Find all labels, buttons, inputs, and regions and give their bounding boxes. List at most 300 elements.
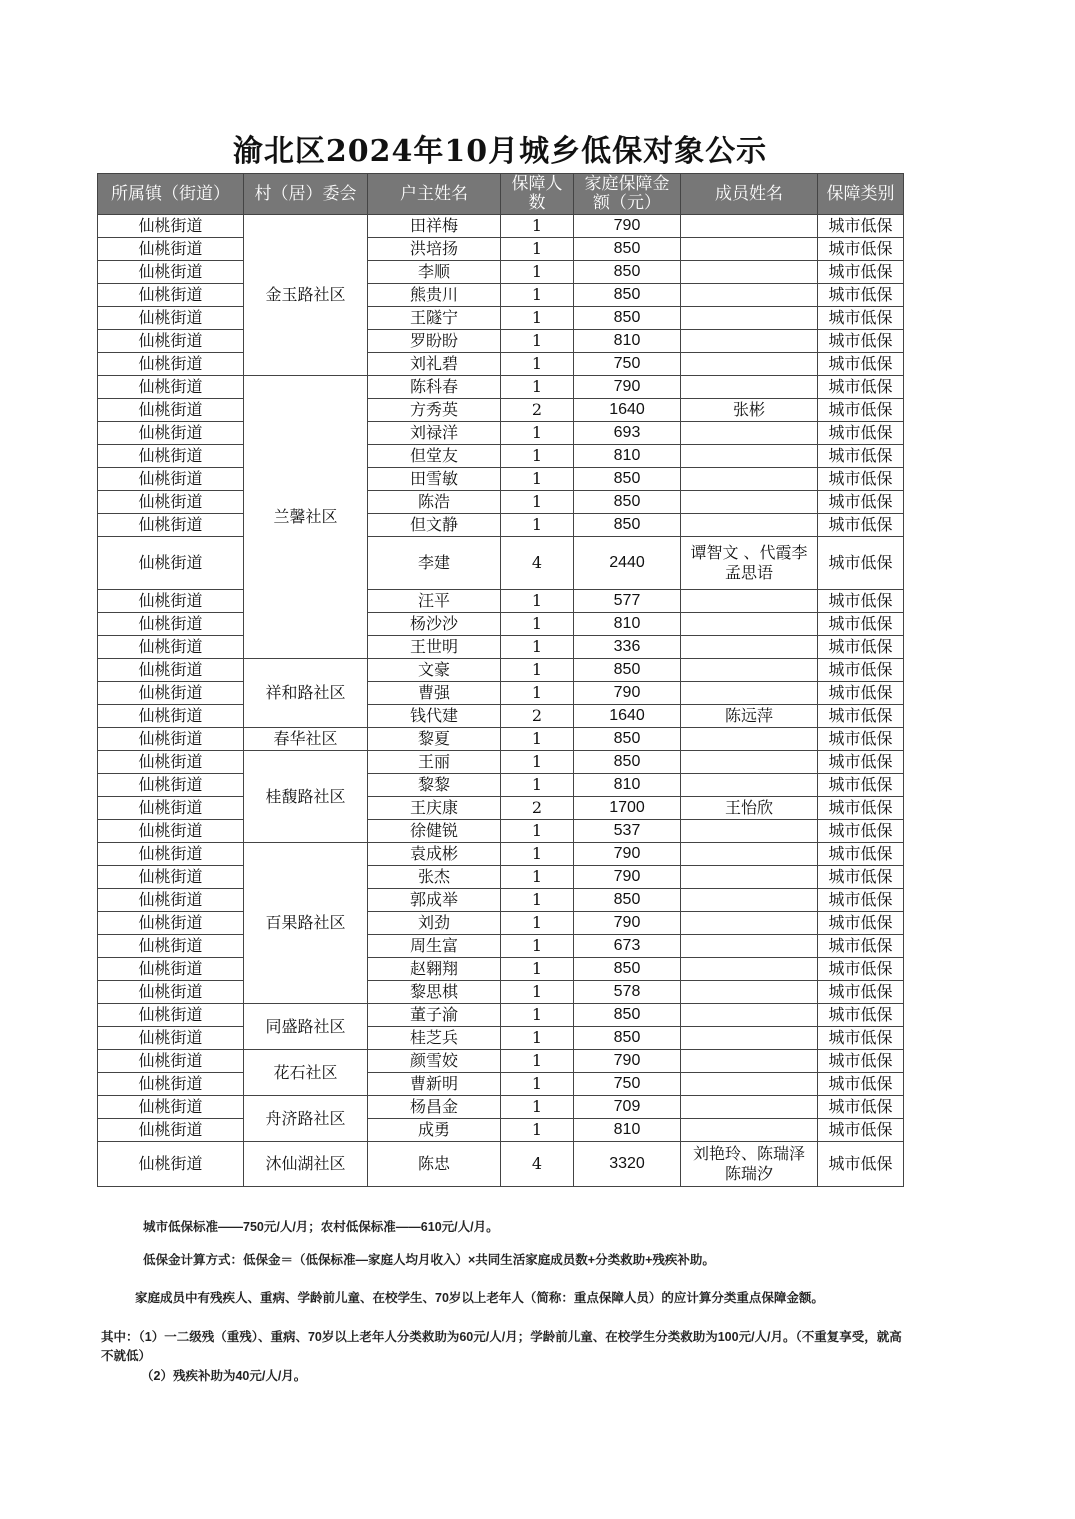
cell-household-amount: 850	[574, 1027, 681, 1050]
table-row	[98, 537, 904, 590]
cell-town: 仙桃街道	[98, 514, 244, 537]
cell-covered-count: 1	[501, 1096, 574, 1119]
cell-town: 仙桃街道	[98, 981, 244, 1004]
cell-member-names	[681, 514, 818, 537]
cell-town: 仙桃街道	[98, 468, 244, 491]
header-assistance-type: 保障类别	[818, 174, 904, 215]
cell-household-amount: 790	[574, 912, 681, 935]
cell-community: 沐仙湖社区	[244, 1142, 368, 1187]
cell-household-head: 董子渝	[368, 1004, 501, 1027]
cell-covered-count: 4	[501, 537, 574, 590]
cell-household-head: 汪平	[368, 590, 501, 613]
cell-assistance-type: 城市低保	[818, 468, 904, 491]
cell-member-names	[681, 866, 818, 889]
cell-covered-count: 1	[501, 445, 574, 468]
cell-household-amount: 810	[574, 613, 681, 636]
cell-household-head: 王丽	[368, 751, 501, 774]
table-row	[98, 1027, 904, 1050]
table-row	[98, 682, 904, 705]
cell-household-head: 陈科春	[368, 376, 501, 399]
table-row	[98, 445, 904, 468]
table-header-row	[98, 174, 904, 215]
cell-town: 仙桃街道	[98, 1004, 244, 1027]
cell-member-names	[681, 636, 818, 659]
cell-member-names	[681, 353, 818, 376]
cell-member-names	[681, 935, 818, 958]
cell-member-names	[681, 1119, 818, 1142]
cell-assistance-type: 城市低保	[818, 820, 904, 843]
cell-covered-count: 1	[501, 751, 574, 774]
cell-household-head: 张杰	[368, 866, 501, 889]
cell-community: 桂馥路社区	[244, 751, 368, 843]
cell-household-amount: 810	[574, 330, 681, 353]
table-row	[98, 659, 904, 682]
table-row	[98, 590, 904, 613]
cell-town: 仙桃街道	[98, 613, 244, 636]
cell-town: 仙桃街道	[98, 1027, 244, 1050]
cell-assistance-type: 城市低保	[818, 705, 904, 728]
cell-town: 仙桃街道	[98, 261, 244, 284]
header-town: 所属镇（街道）	[98, 174, 244, 215]
table-row	[98, 1119, 904, 1142]
header-covered-count	[501, 174, 574, 215]
cell-town: 仙桃街道	[98, 376, 244, 399]
table-row	[98, 307, 904, 330]
cell-covered-count: 1	[501, 330, 574, 353]
cell-assistance-type: 城市低保	[818, 445, 904, 468]
cell-assistance-type: 城市低保	[818, 261, 904, 284]
header-household-amount	[574, 174, 681, 215]
cell-household-head: 杨昌金	[368, 1096, 501, 1119]
cell-town: 仙桃街道	[98, 866, 244, 889]
cell-assistance-type: 城市低保	[818, 307, 904, 330]
cell-covered-count: 1	[501, 590, 574, 613]
cell-household-amount: 850	[574, 889, 681, 912]
table-row	[98, 468, 904, 491]
cell-member-names	[681, 1027, 818, 1050]
header-count-line-2: 数	[528, 193, 546, 213]
cell-household-head: 但堂友	[368, 445, 501, 468]
cell-town: 仙桃街道	[98, 537, 244, 590]
cell-town: 仙桃街道	[98, 820, 244, 843]
member-name: 王怡欣	[724, 798, 773, 817]
cell-household-amount: 790	[574, 866, 681, 889]
cell-member-names	[681, 330, 818, 353]
table-row	[98, 751, 904, 774]
cell-assistance-type: 城市低保	[818, 1073, 904, 1096]
cell-covered-count: 1	[501, 912, 574, 935]
cell-covered-count: 2	[501, 399, 574, 422]
cell-covered-count: 1	[501, 866, 574, 889]
table-row	[98, 958, 904, 981]
table-row	[98, 215, 904, 238]
cell-assistance-type: 城市低保	[818, 774, 904, 797]
table-row	[98, 843, 904, 866]
cell-member-names	[681, 889, 818, 912]
note-item-1: 其中：（1）一二级残（重残）、重病、70岁以上老年人分类救助为60元/人/月；学龄前儿童、在校学生分类救助为100元/人/月。（不重复享受，就高不就低）	[101, 1330, 902, 1363]
cell-town: 仙桃街道	[98, 1073, 244, 1096]
cell-household-amount: 1700	[574, 797, 681, 820]
cell-household-amount: 750	[574, 1073, 681, 1096]
cell-town: 仙桃街道	[98, 284, 244, 307]
cell-household-head: 刘礼碧	[368, 353, 501, 376]
cell-household-head: 赵翱翔	[368, 958, 501, 981]
cell-household-head: 方秀英	[368, 399, 501, 422]
cell-assistance-type: 城市低保	[818, 797, 904, 820]
cell-covered-count: 1	[501, 958, 574, 981]
cell-assistance-type: 城市低保	[818, 935, 904, 958]
cell-household-amount: 850	[574, 728, 681, 751]
cell-member-names	[681, 1142, 818, 1187]
cell-covered-count: 1	[501, 284, 574, 307]
cell-community: 百果路社区	[244, 843, 368, 1004]
cell-member-names	[681, 590, 818, 613]
cell-town: 仙桃街道	[98, 422, 244, 445]
cell-community: 祥和路社区	[244, 659, 368, 728]
cell-member-names	[681, 468, 818, 491]
cell-covered-count: 1	[501, 261, 574, 284]
cell-household-head: 郭成举	[368, 889, 501, 912]
cell-assistance-type: 城市低保	[818, 1119, 904, 1142]
cell-covered-count: 1	[501, 491, 574, 514]
cell-household-amount: 850	[574, 238, 681, 261]
table-row	[98, 1142, 904, 1187]
cell-member-names	[681, 399, 818, 422]
cell-town: 仙桃街道	[98, 751, 244, 774]
cell-household-head: 周生富	[368, 935, 501, 958]
member-name: 张彬	[732, 400, 765, 419]
page-title: 渝北区2024年10月城乡低保对象公示	[232, 134, 768, 169]
cell-assistance-type: 城市低保	[818, 1027, 904, 1050]
cell-household-amount: 693	[574, 422, 681, 445]
cell-assistance-type: 城市低保	[818, 238, 904, 261]
note-priority: 家庭成员中有残疾人、重病、学龄前儿童、在校学生、70岁以上老年人（简称：重点保障人员）的应计算分类重点保障金额。	[135, 1291, 824, 1305]
cell-covered-count: 1	[501, 422, 574, 445]
header-count-line-1: 保障人	[511, 174, 563, 194]
cell-household-head: 李建	[368, 537, 501, 590]
cell-covered-count: 1	[501, 659, 574, 682]
cell-assistance-type: 城市低保	[818, 981, 904, 1004]
cell-covered-count: 1	[501, 613, 574, 636]
cell-member-names	[681, 981, 818, 1004]
cell-town: 仙桃街道	[98, 1142, 244, 1187]
cell-household-head: 曹新明	[368, 1073, 501, 1096]
header-amount-line-1: 家庭保障金	[584, 174, 670, 194]
cell-member-names	[681, 797, 818, 820]
cell-assistance-type: 城市低保	[818, 682, 904, 705]
cell-community: 春华社区	[244, 728, 368, 751]
table-row	[98, 705, 904, 728]
cell-household-head: 徐健锐	[368, 820, 501, 843]
cell-household-amount: 850	[574, 514, 681, 537]
cell-member-names	[681, 445, 818, 468]
cell-assistance-type: 城市低保	[818, 284, 904, 307]
cell-household-head: 王世明	[368, 636, 501, 659]
cell-town: 仙桃街道	[98, 935, 244, 958]
table-row	[98, 728, 904, 751]
cell-household-amount: 578	[574, 981, 681, 1004]
cell-household-amount: 790	[574, 682, 681, 705]
cell-assistance-type: 城市低保	[818, 866, 904, 889]
cell-covered-count: 1	[501, 238, 574, 261]
table-row	[98, 422, 904, 445]
cell-assistance-type: 城市低保	[818, 843, 904, 866]
cell-member-names	[681, 659, 818, 682]
cell-covered-count: 1	[501, 1119, 574, 1142]
cell-household-head: 黎夏	[368, 728, 501, 751]
cell-town: 仙桃街道	[98, 843, 244, 866]
cell-household-amount: 577	[574, 590, 681, 613]
table-row	[98, 514, 904, 537]
cell-member-names	[681, 705, 818, 728]
cell-member-names	[681, 751, 818, 774]
cell-town: 仙桃街道	[98, 491, 244, 514]
note-standard: 城市低保标准——750元/人/月；农村低保标准——610元/人/月。	[143, 1220, 499, 1234]
note-item-2: （2）残疾补助为40元/人/月。	[141, 1369, 307, 1383]
cell-household-head: 田雪敏	[368, 468, 501, 491]
cell-assistance-type: 城市低保	[818, 728, 904, 751]
cell-household-amount: 850	[574, 468, 681, 491]
cell-household-head: 田祥梅	[368, 215, 501, 238]
cell-member-names	[681, 1004, 818, 1027]
cell-household-amount: 850	[574, 491, 681, 514]
cell-covered-count: 1	[501, 1027, 574, 1050]
cell-covered-count: 1	[501, 215, 574, 238]
cell-household-amount: 1640	[574, 705, 681, 728]
cell-household-head: 王庆康	[368, 797, 501, 820]
cell-assistance-type: 城市低保	[818, 958, 904, 981]
cell-household-amount: 537	[574, 820, 681, 843]
cell-town: 仙桃街道	[98, 590, 244, 613]
cell-assistance-type: 城市低保	[818, 1004, 904, 1027]
cell-town: 仙桃街道	[98, 728, 244, 751]
cell-covered-count: 2	[501, 797, 574, 820]
table-row	[98, 491, 904, 514]
table-row	[98, 330, 904, 353]
cell-household-amount: 1640	[574, 399, 681, 422]
table-row	[98, 935, 904, 958]
cell-town: 仙桃街道	[98, 330, 244, 353]
cell-assistance-type: 城市低保	[818, 215, 904, 238]
cell-covered-count: 1	[501, 307, 574, 330]
cell-covered-count: 1	[501, 981, 574, 1004]
cell-covered-count: 2	[501, 705, 574, 728]
cell-covered-count: 1	[501, 468, 574, 491]
cell-member-names	[681, 307, 818, 330]
cell-town: 仙桃街道	[98, 1050, 244, 1073]
table-body	[98, 215, 904, 1187]
cell-member-names	[681, 613, 818, 636]
cell-covered-count: 1	[501, 636, 574, 659]
cell-assistance-type: 城市低保	[818, 330, 904, 353]
cell-household-amount: 850	[574, 958, 681, 981]
header-household-head: 户主姓名	[368, 174, 501, 215]
table-row	[98, 238, 904, 261]
table-row	[98, 981, 904, 1004]
cell-covered-count: 1	[501, 353, 574, 376]
cell-town: 仙桃街道	[98, 797, 244, 820]
cell-member-names	[681, 422, 818, 445]
cell-member-names	[681, 491, 818, 514]
cell-household-amount: 709	[574, 1096, 681, 1119]
cell-household-head: 钱代建	[368, 705, 501, 728]
cell-household-amount: 810	[574, 445, 681, 468]
cell-covered-count: 1	[501, 1004, 574, 1027]
cell-household-amount: 750	[574, 353, 681, 376]
cell-household-head: 黎黎	[368, 774, 501, 797]
cell-assistance-type: 城市低保	[818, 590, 904, 613]
table-row	[98, 1096, 904, 1119]
cell-household-head: 文豪	[368, 659, 501, 682]
cell-assistance-type: 城市低保	[818, 537, 904, 590]
header-community: 村（居）委会	[244, 174, 368, 215]
cell-covered-count: 1	[501, 682, 574, 705]
cell-household-amount: 790	[574, 843, 681, 866]
cell-household-amount: 790	[574, 215, 681, 238]
cell-household-head: 陈浩	[368, 491, 501, 514]
cell-covered-count: 1	[501, 820, 574, 843]
cell-household-head: 黎思棋	[368, 981, 501, 1004]
cell-household-amount: 3320	[574, 1142, 681, 1187]
cell-household-amount: 810	[574, 1119, 681, 1142]
cell-covered-count: 1	[501, 728, 574, 751]
cell-household-head: 颜雪姣	[368, 1050, 501, 1073]
table-row	[98, 912, 904, 935]
cell-member-names	[681, 238, 818, 261]
cell-covered-count: 1	[501, 935, 574, 958]
cell-town: 仙桃街道	[98, 445, 244, 468]
table-row	[98, 797, 904, 820]
cell-household-head: 洪培扬	[368, 238, 501, 261]
cell-member-names	[681, 682, 818, 705]
cell-assistance-type: 城市低保	[818, 399, 904, 422]
table-row	[98, 866, 904, 889]
table-row	[98, 399, 904, 422]
cell-member-names	[681, 820, 818, 843]
table-row	[98, 1004, 904, 1027]
cell-member-names	[681, 537, 818, 590]
table-row	[98, 1073, 904, 1096]
table-row	[98, 889, 904, 912]
cell-household-amount: 850	[574, 1004, 681, 1027]
cell-household-amount: 790	[574, 376, 681, 399]
cell-household-head: 李顺	[368, 261, 501, 284]
cell-covered-count: 1	[501, 376, 574, 399]
cell-assistance-type: 城市低保	[818, 1142, 904, 1187]
table-row	[98, 1050, 904, 1073]
cell-assistance-type: 城市低保	[818, 353, 904, 376]
cell-household-head: 成勇	[368, 1119, 501, 1142]
cell-town: 仙桃街道	[98, 636, 244, 659]
cell-assistance-type: 城市低保	[818, 751, 904, 774]
cell-town: 仙桃街道	[98, 958, 244, 981]
cell-member-names	[681, 728, 818, 751]
cell-member-names	[681, 1050, 818, 1073]
cell-member-names	[681, 284, 818, 307]
cell-member-names	[681, 261, 818, 284]
cell-member-names	[681, 1073, 818, 1096]
cell-household-amount: 850	[574, 261, 681, 284]
cell-household-amount: 850	[574, 751, 681, 774]
header-member-names: 成员姓名	[681, 174, 818, 215]
cell-household-head: 陈忠	[368, 1142, 501, 1187]
table-row	[98, 284, 904, 307]
member-name: 陈瑞汐	[724, 1164, 773, 1183]
cell-household-amount: 850	[574, 284, 681, 307]
table-row	[98, 261, 904, 284]
table-row	[98, 820, 904, 843]
cell-household-amount: 336	[574, 636, 681, 659]
header-amount-line-2: 额（元）	[593, 193, 661, 213]
cell-household-head: 熊贵川	[368, 284, 501, 307]
member-name: 刘艳玲、陈瑞泽	[692, 1144, 805, 1163]
cell-town: 仙桃街道	[98, 889, 244, 912]
cell-household-head: 袁成彬	[368, 843, 501, 866]
cell-household-amount: 850	[574, 659, 681, 682]
cell-covered-count: 1	[501, 1050, 574, 1073]
cell-town: 仙桃街道	[98, 912, 244, 935]
cell-household-amount: 2440	[574, 537, 681, 590]
cell-assistance-type: 城市低保	[818, 1050, 904, 1073]
table-row	[98, 353, 904, 376]
cell-assistance-type: 城市低保	[818, 422, 904, 445]
cell-community: 舟济路社区	[244, 1096, 368, 1142]
cell-household-head: 罗盼盼	[368, 330, 501, 353]
cell-member-names	[681, 215, 818, 238]
cell-member-names	[681, 376, 818, 399]
cell-community: 金玉路社区	[244, 215, 368, 376]
cell-assistance-type: 城市低保	[818, 613, 904, 636]
cell-household-head: 但文静	[368, 514, 501, 537]
member-name: 谭智文 、代霞李	[690, 543, 808, 562]
cell-covered-count: 4	[501, 1142, 574, 1187]
cell-household-head: 杨沙沙	[368, 613, 501, 636]
table-row	[98, 376, 904, 399]
note-formula: 低保金计算方式：低保金＝（低保标准—家庭人均月收入）×共同生活家庭成员数+分类救助+残疾补助。	[143, 1253, 715, 1267]
cell-town: 仙桃街道	[98, 215, 244, 238]
table-row	[98, 636, 904, 659]
cell-member-names	[681, 843, 818, 866]
cell-covered-count: 1	[501, 1073, 574, 1096]
cell-town: 仙桃街道	[98, 307, 244, 330]
cell-town: 仙桃街道	[98, 399, 244, 422]
cell-assistance-type: 城市低保	[818, 1096, 904, 1119]
cell-assistance-type: 城市低保	[818, 636, 904, 659]
cell-town: 仙桃街道	[98, 705, 244, 728]
cell-household-head: 刘禄洋	[368, 422, 501, 445]
cell-assistance-type: 城市低保	[818, 659, 904, 682]
cell-member-names	[681, 958, 818, 981]
cell-town: 仙桃街道	[98, 659, 244, 682]
cell-household-amount: 850	[574, 307, 681, 330]
cell-assistance-type: 城市低保	[818, 491, 904, 514]
cell-member-names	[681, 1096, 818, 1119]
cell-household-head: 王隧宁	[368, 307, 501, 330]
table-row	[98, 613, 904, 636]
cell-town: 仙桃街道	[98, 353, 244, 376]
subsidy-table	[97, 173, 904, 1187]
cell-household-amount: 790	[574, 1050, 681, 1073]
cell-assistance-type: 城市低保	[818, 912, 904, 935]
member-name: 孟思语	[724, 563, 773, 582]
cell-town: 仙桃街道	[98, 1096, 244, 1119]
table-row	[98, 774, 904, 797]
cell-covered-count: 1	[501, 514, 574, 537]
cell-community: 花石社区	[244, 1050, 368, 1096]
cell-household-amount: 673	[574, 935, 681, 958]
cell-community: 同盛路社区	[244, 1004, 368, 1050]
member-name: 陈远萍	[724, 706, 773, 725]
